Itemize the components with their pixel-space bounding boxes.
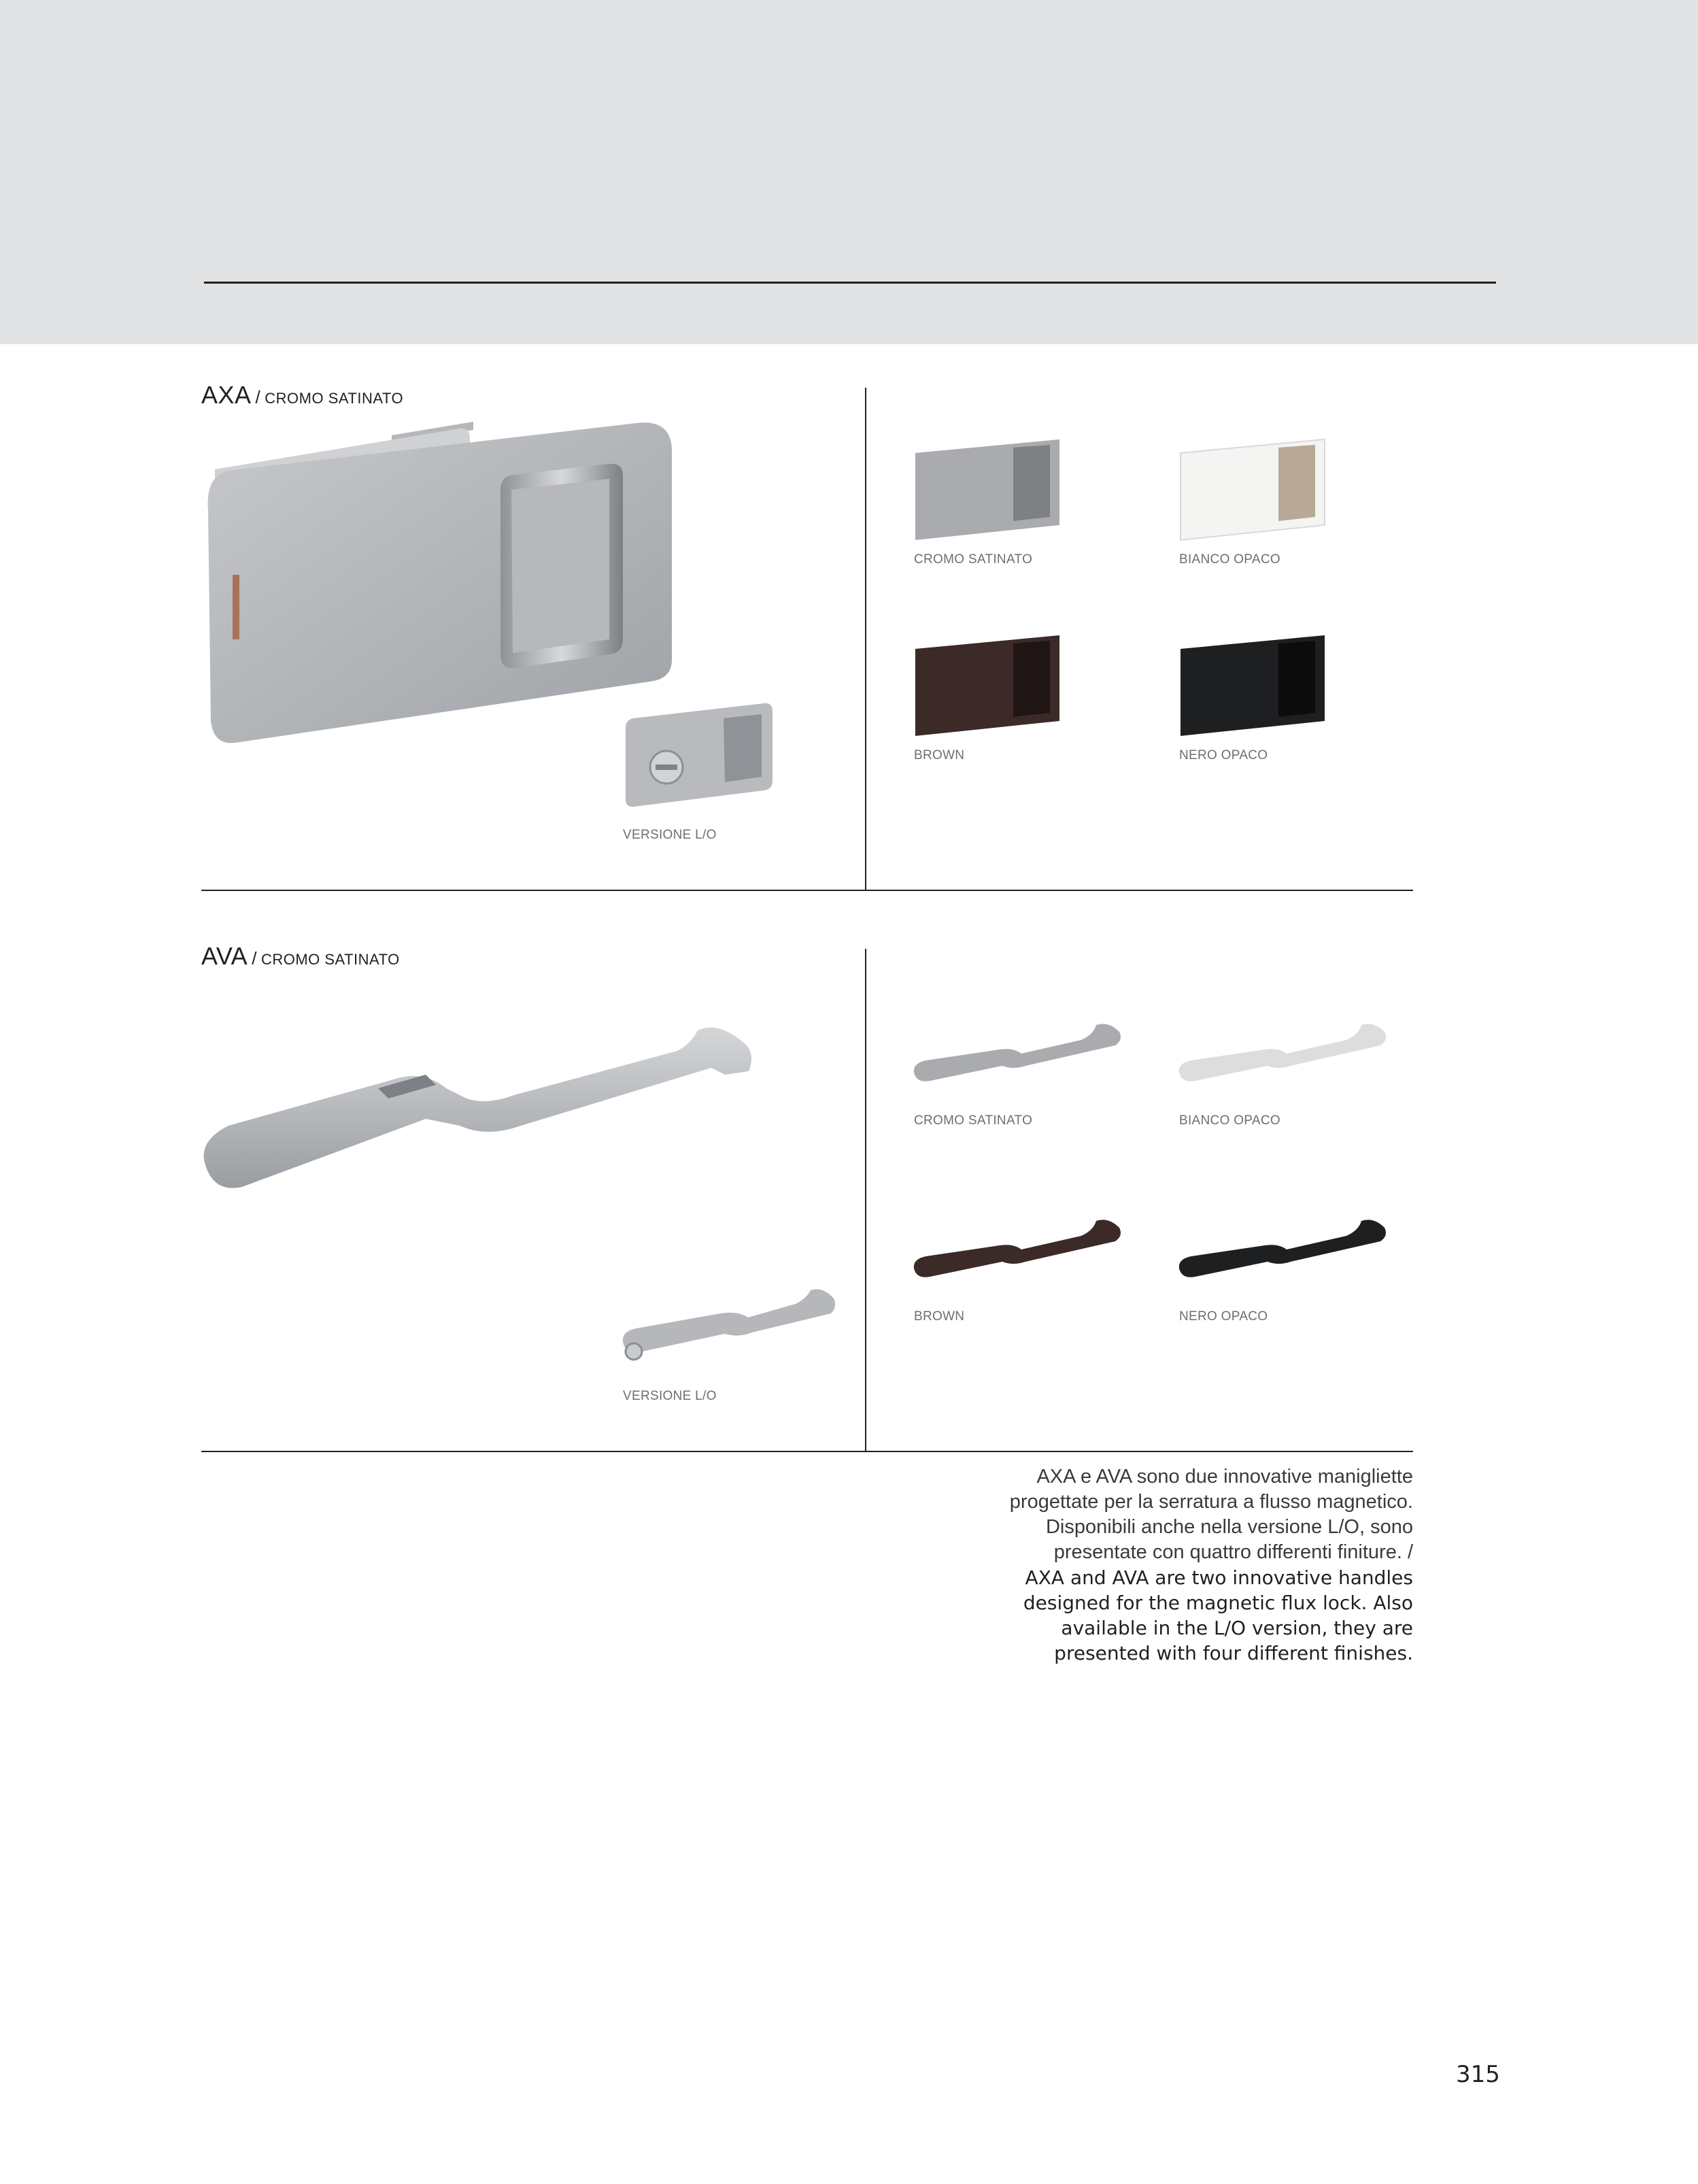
axa-swatch-bianco-opaco xyxy=(1176,437,1333,545)
axa-swatch-label-bianco-opaco: BIANCO OPACO xyxy=(1179,552,1280,567)
axa-swatch-brown xyxy=(911,633,1068,741)
ava-main-image xyxy=(201,1024,772,1214)
ava-column-divider xyxy=(865,949,866,1452)
ava-finish: CROMO SATINATO xyxy=(260,951,400,968)
ava-swatch-label-brown: BROWN xyxy=(914,1309,965,1324)
ava-title-separator: / xyxy=(252,948,257,969)
ava-swatch-cromo-satinato xyxy=(911,1022,1136,1090)
axa-swatch-label-nero-opaco: NERO OPACO xyxy=(1179,748,1268,762)
axa-variant-label: VERSIONE L/O xyxy=(623,828,717,842)
axa-name: AXA xyxy=(201,381,252,409)
ava-bottom-rule xyxy=(201,1451,1413,1452)
axa-swatch-nero-opaco xyxy=(1176,633,1333,741)
axa-swatch-label-brown: BROWN xyxy=(914,748,965,762)
axa-finish: CROMO SATINATO xyxy=(265,390,404,407)
axa-column-divider xyxy=(865,388,866,891)
product-description xyxy=(978,1464,1413,1666)
ava-swatch-bianco-opaco xyxy=(1176,1022,1401,1090)
ava-lo-image xyxy=(619,1289,843,1371)
ava-name: AVA xyxy=(201,942,248,970)
description-english: AXA and AVA are two innovative handles designed for the magnetic flux lock. Also available in the L/O version, they are presented with four different finishes. xyxy=(1023,1566,1413,1664)
axa-lo-image xyxy=(622,701,785,823)
ava-variant-label: VERSIONE L/O xyxy=(623,1389,717,1403)
header-band xyxy=(0,0,1698,344)
ava-title xyxy=(201,942,400,971)
axa-title-separator: / xyxy=(255,387,261,407)
header-rule xyxy=(204,282,1496,284)
ava-swatch-nero-opaco xyxy=(1176,1218,1401,1286)
ava-swatch-brown xyxy=(911,1218,1136,1286)
axa-section xyxy=(201,381,1413,891)
ava-swatch-label-nero-opaco: NERO OPACO xyxy=(1179,1309,1268,1324)
axa-swatch-cromo-satinato xyxy=(911,437,1068,545)
axa-main-image xyxy=(201,408,691,789)
ava-swatch-label-bianco-opaco: BIANCO OPACO xyxy=(1179,1113,1280,1128)
ava-section xyxy=(201,942,1413,1452)
axa-title xyxy=(201,381,403,409)
axa-bottom-rule xyxy=(201,890,1413,891)
axa-swatch-label-cromo-satinato: CROMO SATINATO xyxy=(914,552,1033,567)
description-italian: AXA e AVA sono due innovative manigliette progettate per la serratura a flusso magnetico. Disponibili anche nella versione L/O, sono presentate con quattro differenti finiture. / xyxy=(1009,1466,1413,1563)
ava-swatch-label-cromo-satinato: CROMO SATINATO xyxy=(914,1113,1033,1128)
page-number: 315 xyxy=(1456,2061,1500,2088)
